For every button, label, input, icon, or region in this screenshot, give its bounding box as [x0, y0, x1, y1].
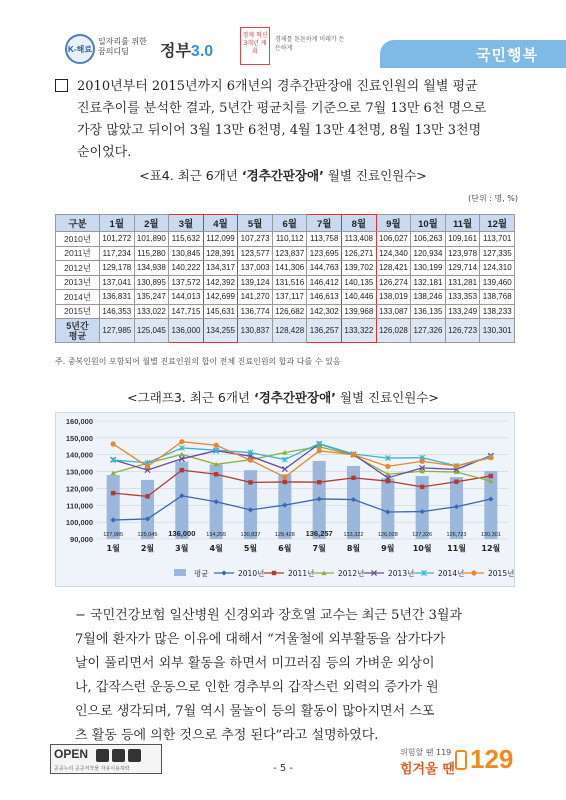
row-year-cell: 2010년	[56, 232, 100, 247]
bar-value-label: 136,257	[305, 529, 333, 538]
avg-cell: 127,985	[100, 319, 135, 343]
table-cell: 113,408	[342, 232, 377, 247]
row-year-cell: 2011년	[56, 246, 100, 261]
table-cell: 142,392	[203, 275, 238, 290]
table-row	[56, 246, 515, 261]
table-cell: 124,340	[376, 246, 411, 261]
avg-cell: 136,000	[169, 319, 204, 343]
header-cell: 8월	[342, 215, 377, 232]
table-cell: 101,272	[100, 232, 135, 247]
table-cell: 101,890	[134, 232, 169, 247]
series-point	[179, 439, 184, 444]
series-point	[145, 464, 150, 469]
header-cell: 6월	[272, 215, 307, 232]
y-tick-label: 140,000	[65, 450, 93, 460]
series-point	[317, 480, 321, 484]
table-cell: 120,934	[411, 246, 446, 261]
legend-label: 2014년	[438, 569, 465, 578]
bar-value-label: 126,723	[446, 532, 467, 538]
quote-line: 날이 풀리면서 외부 활동을 하면서 미끄러짐 등의 가벼운 외상이	[75, 656, 435, 671]
bar-value-label: 125,045	[137, 532, 158, 538]
header-banner	[380, 40, 566, 68]
header-cell: 4월	[203, 215, 238, 232]
y-tick-label: 160,000	[65, 417, 93, 426]
bar	[141, 480, 154, 539]
legend-label: 2013년	[388, 569, 415, 578]
table-cell: 137,003	[238, 261, 273, 276]
series-point	[454, 463, 459, 468]
table-cell: 138,246	[411, 290, 446, 305]
series-point	[489, 474, 493, 478]
table-cell: 123,837	[272, 246, 307, 261]
license-noderiv-icon	[128, 749, 141, 762]
series-point	[248, 458, 253, 463]
table-cell: 135,247	[134, 290, 169, 305]
table-cell: 139,460	[480, 275, 515, 290]
table-cell: 138,019	[376, 290, 411, 305]
table-cell: 107,273	[238, 232, 273, 247]
chart-title-bold: ‘경추간판장애’	[253, 390, 336, 405]
license-attribution-icon	[96, 749, 109, 762]
table-cell: 140,135	[342, 275, 377, 290]
row-year-cell: 2013년	[56, 275, 100, 290]
table-cell: 109,161	[445, 232, 480, 247]
table-title-post: 월별 진료인원수>	[323, 168, 427, 183]
series-point	[214, 472, 218, 476]
x-tick-label: 7월	[312, 544, 326, 553]
economy-seal-text: 경제를 튼튼하게 미래가 든든하게	[275, 36, 345, 52]
bar-value-label: 130,837	[240, 532, 261, 538]
table-cell: 133,353	[445, 290, 480, 305]
quote-paragraph	[75, 604, 515, 748]
table-cell: 126,274	[376, 275, 411, 290]
x-tick-label: 1월	[106, 544, 120, 553]
avg-cell: 134,255	[203, 319, 238, 343]
series-point	[488, 455, 493, 460]
legend-label: 2010년	[238, 569, 265, 578]
table-avg-row	[56, 319, 515, 343]
table-row	[56, 232, 515, 247]
table-cell: 141,306	[272, 261, 307, 276]
table-cell: 144,763	[307, 261, 342, 276]
avg-cell: 128,428	[272, 319, 307, 343]
series-point	[111, 491, 115, 495]
avg-label-cell	[56, 319, 100, 343]
table-note: 주. 중복인원이 포함되어 월별 진료인원의 합이 전체 진료인원의 합과 다를 수 있음	[55, 357, 341, 366]
header-cell: 7월	[307, 215, 342, 232]
avg-label-line: 5년간	[66, 320, 89, 331]
header-cell: 11월	[445, 215, 480, 232]
table-cell: 146,412	[307, 275, 342, 290]
table-header-row	[56, 215, 515, 232]
table-cell: 136,135	[411, 304, 446, 319]
table-cell: 128,391	[203, 246, 238, 261]
quote-line: − 국민건강보험 일산병원 신경외과 장호열 교수는 최근 5년간 3월과	[75, 608, 463, 623]
avg-cell: 130,301	[480, 319, 515, 343]
bar	[381, 478, 394, 539]
table-cell: 110,112	[272, 232, 307, 247]
summary-line: 진료추이를 분석한 결과, 5년간 평균치를 기준으로 7월 13만 6천 명으로	[77, 101, 487, 116]
series-point	[454, 480, 458, 484]
row-year-cell: 2012년	[56, 261, 100, 276]
table-cell: 139,702	[342, 261, 377, 276]
y-tick-label: 90,000	[70, 535, 93, 544]
table-title-pre: <표4. 최근 6개년	[139, 168, 242, 183]
hotline-small-text: 위험할 땐 119	[400, 748, 452, 757]
bar-value-label: 136,000	[168, 529, 196, 538]
x-tick-label: 4월	[209, 544, 223, 553]
bar-value-label: 133,322	[343, 532, 364, 538]
phone-icon	[455, 750, 467, 770]
quote-line: 인으로 생각되며, 7월 역시 물놀이 등의 활동이 많아지면서 스포	[75, 704, 435, 719]
x-tick-label: 12월	[481, 544, 501, 553]
table-cell: 124,310	[480, 261, 515, 276]
header-cell: 9월	[376, 215, 411, 232]
avg-label-line: 평균	[68, 330, 87, 341]
table-row	[56, 290, 515, 305]
x-tick-label: 3월	[175, 544, 189, 553]
table-cell: 106,263	[411, 232, 446, 247]
table-cell: 133,249	[445, 304, 480, 319]
x-tick-label: 5월	[243, 544, 258, 553]
table-cell: 115,280	[134, 246, 169, 261]
table-cell: 128,421	[376, 261, 411, 276]
legend-marker	[471, 570, 476, 575]
series-point	[351, 452, 356, 457]
table-cell: 130,199	[411, 261, 446, 276]
header-cell: 10월	[411, 215, 446, 232]
table-cell: 132,181	[411, 275, 446, 290]
table-cell: 134,938	[134, 261, 169, 276]
table-cell: 123,695	[307, 246, 342, 261]
table-cell: 112,099	[203, 232, 238, 247]
table-cell: 139,968	[342, 304, 377, 319]
series-point	[179, 452, 184, 457]
x-tick-label: 9월	[381, 544, 395, 553]
table-cell: 133,022	[134, 304, 169, 319]
table-cell: 129,178	[100, 261, 135, 276]
table-cell: 144,013	[169, 290, 204, 305]
table-cell: 130,845	[169, 246, 204, 261]
series-point	[180, 468, 184, 472]
legend-swatch	[174, 569, 186, 576]
y-tick-label: 130,000	[65, 467, 93, 477]
y-tick-label: 100,000	[65, 518, 93, 528]
economy-seal-icon: 경제 혁신 3개년 계획	[240, 27, 270, 65]
table-cell: 126,271	[342, 246, 377, 261]
summary-line: 가장 많았고 뒤이어 3월 13만 6천명, 4월 13만 4천명, 8월 13만 3천명	[77, 123, 482, 138]
table-cell: 106,027	[376, 232, 411, 247]
table-cell: 117,234	[100, 246, 135, 261]
series-point	[283, 480, 287, 484]
row-year-cell: 2014년	[56, 290, 100, 305]
avg-cell: 125,045	[134, 319, 169, 343]
chart-title-pre: <그래프3. 최근 6개년	[127, 390, 254, 405]
header-cell: 3월	[169, 215, 204, 232]
header-cell: 2월	[134, 215, 169, 232]
y-tick-label: 150,000	[65, 433, 93, 443]
license-noncommercial-icon	[112, 749, 125, 762]
series-point	[420, 459, 425, 464]
table-cell: 127,335	[480, 246, 515, 261]
x-tick-label: 8월	[346, 544, 361, 553]
series-point	[385, 464, 390, 469]
bar-value-label: 127,326	[412, 532, 433, 538]
x-tick-label: 10월	[412, 544, 432, 553]
table-cell: 131,281	[445, 275, 480, 290]
table-cell: 145,631	[203, 304, 238, 319]
quote-line: 츠 활동 등에 의한 것으로 추정 된다”라고 설명하였다.	[75, 728, 379, 743]
table-cell: 147,715	[169, 304, 204, 319]
bar-value-label: 134,255	[206, 532, 227, 538]
table-cell: 136,831	[100, 290, 135, 305]
open-license-sub: 공공누리 공공저작물 자유이용허락	[54, 766, 130, 772]
avg-cell: 130,837	[238, 319, 273, 343]
table-cell: 133,087	[376, 304, 411, 319]
x-tick-label: 6월	[278, 544, 292, 553]
series-line	[113, 496, 491, 520]
header-cell: 1월	[100, 215, 135, 232]
banner-label: 국민행복	[476, 46, 538, 64]
table-cell: 142,302	[307, 304, 342, 319]
monthly-patients-table	[55, 214, 515, 343]
table-cell: 146,353	[100, 304, 135, 319]
series-point	[351, 476, 355, 480]
series-point	[214, 443, 219, 448]
x-tick-label: 11월	[447, 544, 466, 553]
table-unit: (단위 : 명, %)	[468, 194, 518, 203]
avg-cell: 133,322	[342, 319, 377, 343]
table-cell: 130,895	[134, 275, 169, 290]
table-cell: 115,632	[169, 232, 204, 247]
hotline-big-text: 힘겨울 땐	[400, 762, 455, 777]
table-cell: 134,317	[203, 261, 238, 276]
series-point	[248, 480, 252, 484]
bar-value-label: 127,985	[103, 532, 124, 538]
k-logo-icon: K-해료	[65, 34, 95, 64]
series-point	[317, 448, 322, 453]
series-point	[111, 441, 116, 446]
y-tick-label: 110,000	[66, 501, 93, 511]
gov30-logo-number: 3.0	[190, 43, 214, 60]
page-number: - 5 -	[273, 763, 293, 774]
table-cell: 113,701	[480, 232, 515, 247]
series-point	[145, 494, 149, 498]
table-cell: 123,978	[445, 246, 480, 261]
chart-container	[55, 412, 515, 587]
table-row	[56, 275, 515, 290]
bar-value-label: 126,028	[377, 532, 398, 538]
gov30-logo-text: 정부	[160, 41, 191, 60]
table-cell: 138,233	[480, 304, 515, 319]
row-year-cell: 2015년	[56, 304, 100, 319]
series-point	[282, 475, 287, 480]
legend-label: 평균	[194, 569, 209, 578]
k-logo-text: 일자리를 위한 꿈의디딤	[98, 37, 147, 56]
table-title-bold: ‘경추간판장애’	[241, 168, 324, 183]
avg-cell: 136,257	[307, 319, 342, 343]
bar-value-label: 130,301	[480, 532, 501, 538]
hotline-number: 129	[470, 744, 514, 774]
page-header	[0, 0, 566, 70]
table-cell: 140,222	[169, 261, 204, 276]
table-cell: 137,041	[100, 275, 135, 290]
table-cell: 136,774	[238, 304, 273, 319]
table-cell: 141,270	[238, 290, 273, 305]
summary-line: 순이었다.	[77, 145, 132, 160]
table-cell: 139,124	[238, 275, 273, 290]
table-cell: 140,446	[342, 290, 377, 305]
series-point	[420, 485, 424, 489]
table-cell: 146,613	[307, 290, 342, 305]
table-cell: 137,117	[272, 290, 307, 305]
chart-title	[0, 388, 566, 406]
quote-line: 나, 갑작스런 운동으로 인한 경추부의 갑작스런 외력의 증가가 원	[75, 680, 439, 695]
x-tick-label: 2월	[140, 544, 155, 553]
table-cell: 138,768	[480, 290, 515, 305]
header-cell: 5월	[238, 215, 273, 232]
header-cell: 12월	[480, 215, 515, 232]
legend-label: 2011년	[288, 569, 315, 578]
table-row	[56, 261, 515, 276]
table-cell: 126,682	[272, 304, 307, 319]
bar-value-label: 128,428	[274, 532, 295, 538]
header-cell: 구분	[56, 215, 100, 232]
quote-line: 7월에 환자가 많은 이유에 대해서 “겨울철에 외부활동을 삼가다가	[75, 632, 446, 647]
table-cell: 129,714	[445, 261, 480, 276]
avg-cell: 126,723	[445, 319, 480, 343]
legend-marker	[221, 570, 226, 575]
series-line	[113, 470, 491, 496]
bar	[107, 475, 120, 539]
legend-marker	[272, 571, 276, 575]
table-cell: 142,699	[203, 290, 238, 305]
legend-label: 2012년	[338, 569, 365, 578]
open-license-word: OPEN	[54, 747, 89, 761]
table-cell: 137,572	[169, 275, 204, 290]
table-title	[0, 166, 566, 184]
table-cell: 131,516	[272, 275, 307, 290]
y-tick-label: 120,000	[65, 484, 93, 494]
summary-line: 2010년부터 2015년까지 6개년의 경추간판장애 진료인원의 월별 평균	[77, 79, 478, 94]
gov30-logo	[160, 38, 213, 61]
avg-cell: 127,326	[411, 319, 446, 343]
legend-label: 2015년	[488, 569, 515, 578]
table-cell: 113,758	[307, 232, 342, 247]
table-cell: 123,577	[238, 246, 273, 261]
chart-title-post: 월별 진료인원수>	[335, 390, 439, 405]
monthly-chart	[56, 413, 516, 588]
avg-cell: 126,028	[376, 319, 411, 343]
summary-paragraph	[55, 76, 525, 164]
table-row	[56, 304, 515, 319]
